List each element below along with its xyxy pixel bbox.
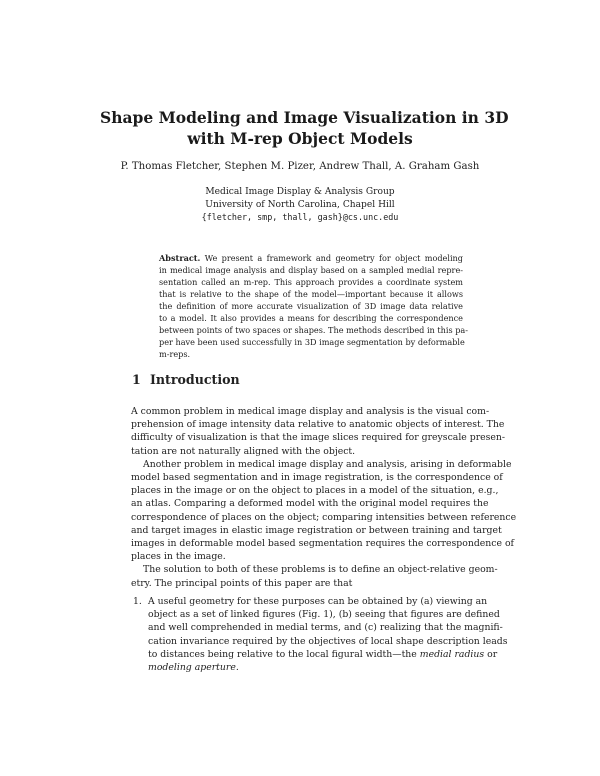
body-line: an atlas. Comparing a deformed model with the original model requires the: [131, 498, 489, 510]
affiliation-block: [150, 186, 450, 224]
body-line: A common problem in medical image display and analysis is the visual com-: [131, 406, 490, 417]
section-number: 1: [132, 372, 141, 387]
title-line-2: with M-rep Object Models: [187, 129, 413, 148]
list-item-line: cation invariance required by the objectives of local shape description leads: [148, 635, 508, 647]
abstract-line: that is relative to the shape of the model—important because it allows: [159, 289, 463, 300]
section-title: Introduction: [150, 372, 240, 387]
abstract-line: between points of two spaces or shapes. The methods described in this pa-: [159, 325, 469, 336]
body-line: difficulty of visualization is that the image slices required for greyscale presen-: [131, 432, 506, 444]
body-line: images in deformable model based segmentation requires the correspondence of: [131, 538, 514, 550]
emphasis-modeling-aperture: modeling aperture: [148, 662, 236, 674]
list-item-line: and well comprehended in medial terms, and (c) realizing that the magnifi-: [148, 622, 503, 634]
author-emails: {fletcher, smp, thall, gash}@cs.unc.edu: [201, 212, 399, 222]
abstract-line: per have been used successfully in 3D image segmentation by deformable: [159, 337, 465, 348]
abstract: [159, 252, 469, 360]
section-heading: [132, 372, 240, 387]
abstract-label: Abstract.: [159, 253, 201, 263]
list-item-line: modeling aperture.: [148, 662, 239, 674]
body-line: model based segmentation and in image registration, is the correspondence of: [131, 472, 503, 484]
body-line: Another problem in medical image display and analysis, arising in deformable: [143, 458, 512, 470]
enumerated-list: [131, 595, 508, 674]
abstract-line: to a model. It also provides a means for describing the correspondence: [159, 313, 463, 324]
abstract-line: m-reps.: [159, 349, 191, 360]
emphasis-medial-radius: medial radius: [419, 648, 485, 660]
body-line: correspondence of places on the object; comparing intensities between reference: [131, 511, 517, 523]
list-item-line: object as a set of linked figures (Fig. 1), (b) seeing that figures are defined: [148, 609, 500, 621]
affiliation-university: University of North Carolina, Chapel Hill: [205, 199, 395, 210]
paper-title: [100, 107, 509, 149]
abstract-line: in medical image analysis and display based on a sampled medial repre-: [159, 265, 463, 276]
body-line: tation are not naturally aligned with the object.: [131, 445, 356, 457]
affiliation-group: Medical Image Display & Analysis Group: [205, 187, 395, 197]
abstract-line: Abstract. We present a framework and geometry for object modeling: [159, 253, 463, 263]
author-list: P. Thomas Fletcher, Stephen M. Pizer, Andrew Thall, A. Graham Gash: [120, 161, 480, 172]
body-line: places in the image.: [131, 551, 226, 563]
body-line: etry. The principal points of this paper are that: [131, 577, 353, 589]
intro-body: [131, 405, 517, 590]
title-line-1: Shape Modeling and Image Visualization in 3D: [100, 108, 509, 127]
abstract-line: the definition of more accurate visualization of 3D image data relative: [159, 301, 463, 312]
body-line: and target images in elastic image registration or between training and target: [131, 524, 502, 536]
body-line: The solution to both of these problems is to define an object-relative geom-: [143, 564, 498, 576]
abstract-line: sentation called an m-rep. This approach provides a coordinate system: [159, 277, 463, 288]
list-marker: 1.: [133, 596, 142, 607]
list-item-line: 1. A useful geometry for these purposes can be obtained by (a) viewing an: [133, 596, 488, 607]
body-line: prehension of image intensity data relative to anatomic objects of interest. The: [131, 419, 505, 431]
list-item-line: to distances being relative to the local figural width—the medial radius or: [148, 648, 498, 660]
body-line: places in the image or on the object to places in a model of the situation, e.g.,: [131, 485, 499, 497]
